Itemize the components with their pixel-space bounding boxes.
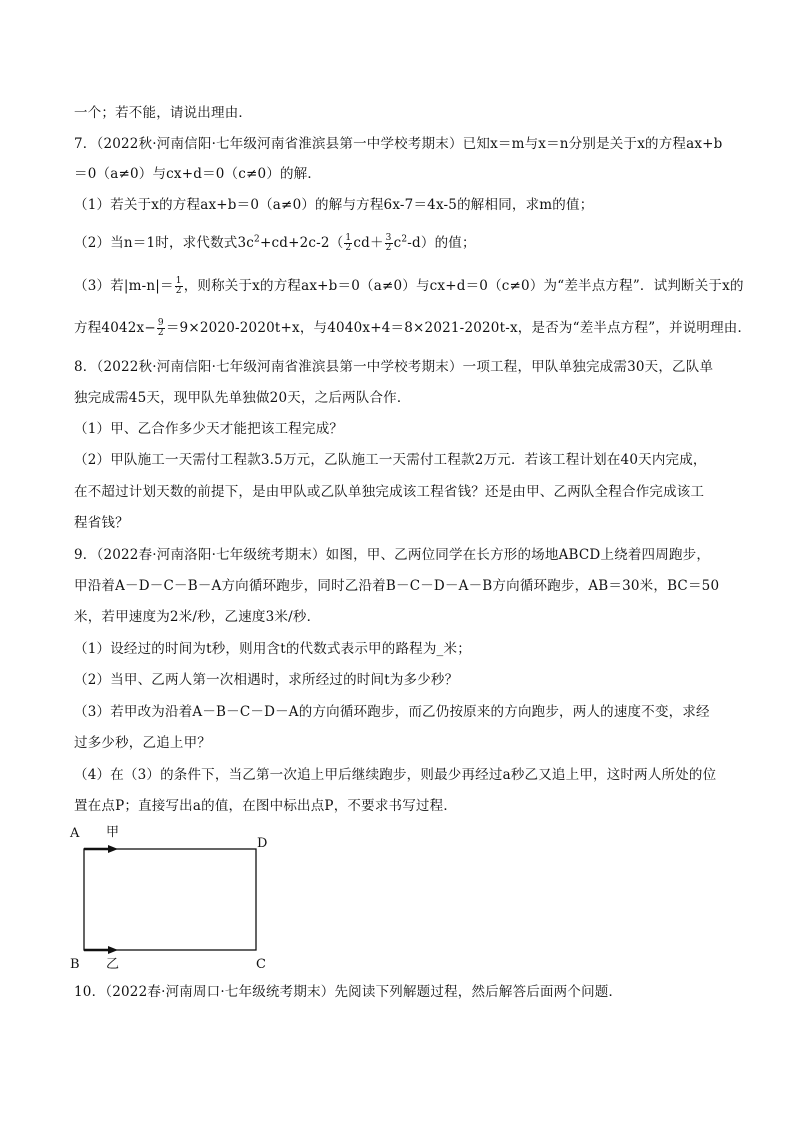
- vertex-label-c: C: [256, 957, 266, 972]
- question-9-part-4: （4）在（3）的条件下，当乙第一次追上甲后继续跑步，则最少再经过a秒乙又追上甲，这时两人所处的位: [74, 767, 717, 783]
- text-segment: -d）的值；: [407, 235, 476, 251]
- text-segment: +cd+2c-2（: [259, 235, 344, 251]
- question-7-part-1: （1）若关于x的方程ax+b＝0（a≠0）的解与方程6x-7＝4x-5的解相同，求m的值；: [74, 197, 594, 213]
- vertex-label-d: D: [257, 836, 268, 851]
- text-line: 过多少秒，乙追上甲？: [74, 735, 211, 751]
- text-segment: c: [393, 235, 402, 251]
- text-segment: （3）若|m-n|＝: [74, 278, 174, 294]
- fraction: $\frac{1}{2}$: [175, 276, 182, 296]
- text-segment: ＝9×2020-2020t+x，与4040x+4＝8×2021-2020t-x，是否为“差半点方程”，并说明理由．: [165, 320, 752, 336]
- text-line: 程省钱？: [74, 515, 129, 531]
- runner-label-jia: 甲: [106, 825, 120, 840]
- question-7-stem: 7．（2022秋·河南信阳·七年级河南省淮滨县第一中学校考期末）已知x＝m与x＝n分别是关于x的方程ax+b: [74, 136, 723, 152]
- vertex-label-b: B: [70, 957, 80, 972]
- question-9-part-2: （2）当甲、乙两人第一次相遇时，求所经过的时间t为多少秒？: [74, 672, 459, 688]
- fraction: $\frac{9}{2}$: [157, 318, 164, 338]
- question-7-part-3: [74, 277, 744, 296]
- text-line: 独完成需45天，现甲队先单独做20天，之后两队合作．: [74, 390, 411, 406]
- text-segment: （2）当n＝1时，求代数式3c: [74, 235, 255, 251]
- rectangle-diagram: [64, 824, 284, 974]
- question-9-stem: 9．（2022春·河南洛阳·七年级统考期末）如图，甲、乙两位同学在长方形的场地ABCD上绕着四周跑步，: [74, 547, 711, 563]
- question-8-stem: 8．（2022秋·河南信阳·七年级河南省淮滨县第一中学校考期末）一项工程，甲队单独完成需30天，乙队单: [74, 359, 714, 375]
- text-line: 米，若甲速度为2米/秒，乙速度3米/秒．: [74, 609, 321, 625]
- question-9-part-3: （3）若甲改为沿着A－B－C－D－A的方向循环跑步，而乙仍按原来的方向跑步，两人的速度不变，求经: [74, 704, 710, 720]
- question-8-part-2: （2）甲队施工一天需付工程款3.5万元，乙队施工一天需付工程款2万元．若该工程计划在40天内完成，: [74, 452, 707, 468]
- yi-arrowhead: [108, 946, 118, 954]
- text-line: 一个；若不能，请说出理由．: [74, 105, 253, 121]
- text-line: 在不超过计划天数的前提下，是由甲队或乙队单独完成该工程省钱？还是由甲、乙两队全程合作完成该工: [74, 484, 705, 500]
- question-7-part-3-cont: [74, 319, 751, 338]
- text-segment: ，则称关于x的方程ax+b＝0（a≠0）与cx+d＝0（c≠0）为“差半点方程”．试判断关于x的: [183, 278, 744, 294]
- text-line: ＝0（a≠0）与cx+d＝0（c≠0）的解．: [74, 166, 322, 182]
- question-10-stem: 10．（2022春·河南周口·七年级统考期末）先阅读下列解题过程，然后解答后面两个问题．: [74, 984, 623, 1000]
- superscript: 2: [254, 234, 260, 245]
- text-segment: 方程4042x−: [74, 320, 156, 336]
- jia-arrowhead: [108, 845, 118, 853]
- text-line: 置在点P；直接写出a的值，在图中标出点P，不要求书写过程．: [74, 798, 458, 814]
- runner-label-yi: 乙: [106, 957, 120, 972]
- superscript: 2: [401, 234, 408, 245]
- question-8-part-1: （1）甲、乙合作多少天才能把该工程完成？: [74, 421, 344, 437]
- text-segment: cd＋: [353, 235, 384, 251]
- fraction: $\frac{3}{2}$: [385, 233, 392, 253]
- vertex-label-a: A: [70, 826, 80, 841]
- rectangle-figure: [64, 824, 284, 974]
- field-rectangle: [84, 849, 256, 950]
- fraction: $\frac{1}{2}$: [345, 233, 352, 253]
- question-9-part-1: （1）设经过的时间为t秒，则用含t的代数式表示甲的路程为_米；: [74, 641, 471, 657]
- text-line: 甲沿着A－D－C－B－A方向循环跑步，同时乙沿着B－C－D－A－B方向循环跑步，AB＝30米，BC＝50: [74, 578, 720, 594]
- question-7-part-2: [74, 234, 476, 253]
